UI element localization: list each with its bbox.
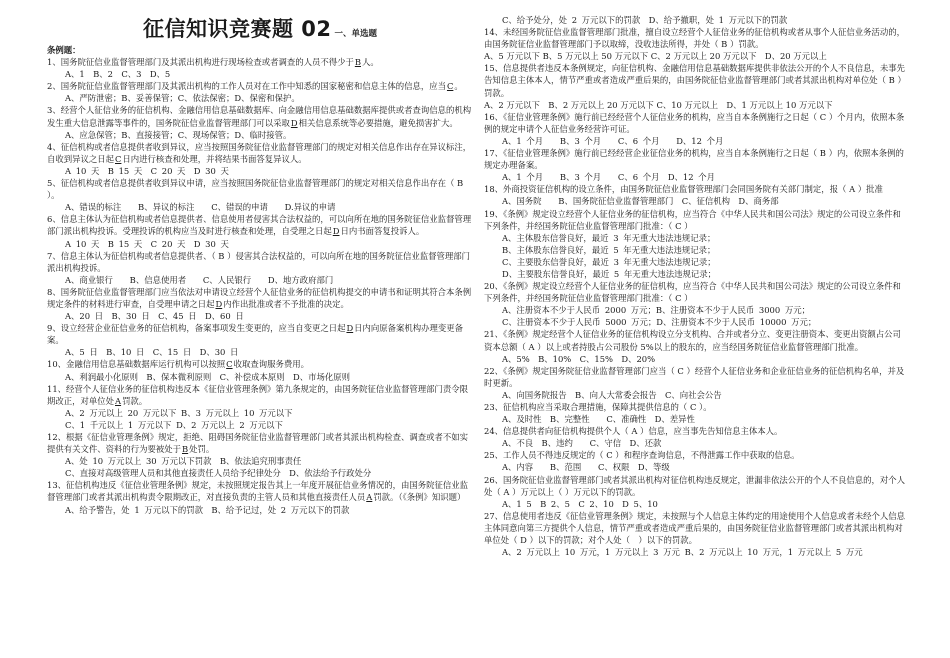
question-text: 20、《条例》规定设立经营个人征信业务的征信机构，应当符合《中华人民共和国公司法》规定的公司设立条件和下列条件，并经国务院征信业监督管理部门批准：（ C ） [484, 281, 901, 304]
answer-options: A、给予警告，处 1 万元以下的罚款 B、给予记过，处 2 万元以下的罚款 [65, 504, 350, 515]
question-text: A、2 万元以下 B、2 万元以上 20 万元以下 C、10 万元以上 D、1 万元以上 10 万元以下 [484, 99, 833, 110]
section-subtitle: 一、单选题 [334, 29, 378, 39]
section-label: 条例题： [47, 45, 81, 55]
answer-options: A、注册资本不少于人民币 2000 万元；B、注册资本不少于人民币 3000 万元； [502, 305, 810, 316]
question-text: 12、根据《征信业管理条例》规定，拒绝、阻碍国务院征信业监督管理部门或者其派出机构检查、调查或者不如实提供有关文件、资料的行为要被处于B处罚。 [47, 432, 469, 455]
underlined-answer: D [346, 323, 354, 334]
question-text: 22、《条例》规定国务院征信业监督管理部门应当（ C ）经营个人征信业务和企业征信业务的征信机构名单，并及时更新。 [484, 365, 905, 388]
answer-options: A、利润最小化原则 B、保本微利原则 C、补偿成本原则 D、市场化原则 [65, 371, 350, 382]
question-text: A、5 万元以下 B、5 万元以上 50 万元以下 C、2 万元以上 20 万元以下 D、20 万元以上 [484, 51, 827, 62]
underlined-answer: D [290, 117, 298, 128]
answer-options: A、1 个月 B、3 个月 C、6 个月 D、12 个月 [502, 172, 715, 183]
answer-options: A、2 万元以上 20 万元以下 B、3 万元以上 10 万元以下 [65, 407, 293, 418]
question-text: 19、《条例》规定设立经营个人征信业务的征信机构，应当符合《中华人民共和国公司法》规定的公司设立条件和下列条件，并经国务院征信业监督管理部门批准：（ C ） [484, 208, 901, 231]
answer-options: A、严防泄密；B、妥善保管；C、依法保密；D、保密和保护。 [65, 93, 300, 104]
underlined-answer: C [115, 153, 122, 164]
question-text: 15、信息提供者违反本条例规定，向征信机构、金融信用信息基础数据库提供非依法公开的个人不良信息，未事先告知信息主体本人，情节严重或者造成严重后果的，由国务院征信业监督管理部门或者其派出机构对单位处（ B ）罚款。 [484, 63, 906, 98]
question-text: 17、《征信业管理条例》施行前已经经营企业征信业务的机构，应当自本条例施行之日起（ B ）内，依照本条例的规定办理备案。 [484, 148, 904, 171]
question-text: 4、征信机构或者信息提供者收到异议，应当按照国务院征信业监督管理部门的规定对相关信息作出存在异议标注，自收到异议之日起C日内进行核查和处理，并将结果书面答复异议人。 [47, 141, 472, 164]
question-text: 5、征信机构或者信息提供者收到异议申请，应当按照国务院征信业监督管理部门的规定对相关信息作出存在（ B ）。 [47, 178, 464, 201]
answer-options: D、主要股东信誉良好，最近 5 年无重大违法违规记录； [502, 268, 716, 279]
answer-options: A 10 天 B 15 天 C 20 天 D 30 天 [65, 238, 229, 249]
question-text: 24、信息提供者向征信机构提供个人（ A ）信息，应当事先告知信息主体本人。 [484, 426, 783, 437]
answer-options: A、处 10 万元以上 30 万元以下罚款 B、依法追究刑事责任 [65, 456, 302, 467]
underlined-answer: A [366, 492, 373, 503]
answer-options: A 10 天 B 15 天 C 20 天 D 30 天 [65, 165, 229, 176]
question-text: 9、设立经营企业征信业务的征信机构，备案事项发生变更的，应当自变更之日起D日内向原备案机构办理变更备案。 [47, 323, 464, 346]
answer-options: A、1 5 B 2、5 C 2、10 D 5、10 [502, 498, 658, 509]
underlined-answer: C [446, 81, 454, 92]
answer-options: A、内容 B、范围 C、权限 D、等级 [502, 462, 670, 473]
answer-options: A、不良 B、违约 C、守信 D、还款 [502, 438, 662, 449]
answer-options: C、1 千元以上 1 万元以下 D、2 万元以上 2 万元以下 [65, 419, 283, 430]
question-text: 23、征信机构应当采取合理措施，保障其提供信息的（ C ）。 [484, 402, 712, 412]
question-text: 16、《征信业管理条例》施行前已经经营个人征信业务的机构，应当自本条例施行之日起（ C ）个月内，依照本条例的规定申请个人征信业务经营许可证。 [484, 111, 905, 134]
right-column [484, 0, 906, 558]
underlined-answer: C [226, 359, 233, 370]
underlined-answer: D [332, 226, 340, 237]
answer-options: A、20 日 B、30 日 C、45 日 D、60 日 [65, 311, 244, 322]
answer-options: A、5% B、10% C、15% D、20% [502, 353, 656, 364]
answer-options: A、主体股东信誉良好，最近 3 年无重大违法违规记录； [502, 232, 716, 243]
question-text: 1、国务院征信业监督管理部门及其派出机构进行现场检查或者调查的人员不得少于B人。 [47, 57, 379, 68]
left-question-list [47, 56, 472, 516]
answer-options: A、2 万元以上 10 万元，1 万元以上 3 万元 B、2 万元以上 10 万元，1 万元以上 5 万元 [502, 547, 863, 558]
answer-options: A、及时性 B、完整性 C、准确性 D、差异性 [502, 414, 695, 425]
question-text: 27、信息使用者违反《征信业管理条例》规定，未按照与个人信息主体约定的用途使用个人信息或者未经个人信息主体同意向第三方提供个人信息，情节严重或者造成严重后果的，由国务院征信业监督管理部门或者其派出机构对单位处（ D ）以下的罚款；对个人处（ ）以下的罚款。 [484, 510, 906, 546]
question-text: 11、经营个人征信业务的征信机构违反本《征信业管理条例》第九条规定的，由国务院征信业监督管理部门责令限期改正，对单位处A罚款。 [47, 383, 469, 406]
answer-options: A、商业银行 B、信息使用者 C、人民银行 D、地方政府部门 [65, 274, 334, 285]
question-text: 26、国务院征信业监督管理部门或者其派出机构对征信机构违反规定，泄漏非依法公开的个人不良信息的，对个人处（ A ）万元以上（ ）万元以下的罚款。 [484, 474, 906, 497]
answer-options: A、国务院 B、国务院征信业监督管理部门 C、征信机构 D、商务部 [502, 196, 779, 207]
question-text: 3、经营个人征信业务的征信机构、金融信用信息基础数据库、向金融信用信息基础数据库提供或者查询信息的机构发生重大信息泄露等事件的，国务院征信业监督管理部门可以采取D相关信息系统等必要措施，避免损害扩大。 [47, 105, 472, 128]
answer-options: C、主要股东信誉良好，最近 3 年无重大违法违规记录； [502, 256, 716, 267]
underlined-answer: B [182, 444, 189, 455]
underlined-answer: A [115, 395, 122, 406]
answer-options: C、直接对高级管理人员和其他直接责任人员给予纪律处分 D、依法给予行政处分 [65, 468, 372, 479]
answer-options: C、注册资本不少于人民币 5000 万元；D、注册资本不少于人民币 10000 万元； [502, 317, 817, 328]
answer-options: A、1 个月 B、3 个月 C、6 个月 D、12 个月 [502, 135, 724, 146]
answer-options: A、5 日 B、10 日 C、15 日 D、30 日 [65, 347, 239, 358]
question-text: 8、国务院征信业监督管理部门应当依法对申请设立经营个人征信业务的征信机构提交的申请书和证明其符合本条例规定条件的材料进行审查，自受理申请之日起D内作出批准或者不予批准的决定。 [47, 286, 472, 309]
question-text: 21、《条例》规定经营个人征信业务的征信机构设立分支机构、合并或者分立、变更注册资本、变更出资额占公司资本总额（ A ）以上或者持股占公司股份 5%以上的股东的，应当经国务院征信业监督管理部门批准。 [484, 329, 901, 352]
answer-options: C、给予处分，处 2 万元以下的罚款 D、给予撤职，处 1 万元以下的罚款 [502, 15, 788, 25]
answer-options: A、向国务院报告 B、向人大常委会报告 C、向社会公告 [502, 389, 722, 400]
question-text: 6、信息主体认为征信机构或者信息提供者、信息使用者侵害其合法权益的，可以向所在地的国务院征信业监督管理部门派出机构投诉。受理投诉的机构应当及时进行核查和处理，自受理之日起D日内书面答复投诉人。 [47, 214, 472, 237]
title-row [143, 14, 472, 44]
question-text: 7、信息主体认为征信机构或者信息提供者、（ B ）侵害其合法权益的，可以向所在地的国务院征信业监督管理部门派出机构投诉。 [47, 250, 470, 273]
answer-options: B、主体股东信誉良好，最近 5 年无重大违法违规记录； [502, 244, 716, 255]
answer-options: A、1 B、2 C、3 D、5 [65, 69, 171, 80]
right-question-list [484, 14, 906, 558]
underlined-answer: B [354, 57, 361, 68]
answer-options: A、应急保管；B、直接接管；C、现场保管；D、临时接管。 [65, 129, 292, 140]
question-text: 13、征信机构违反《征信业管理条例》规定，未按照规定报告其上一年度开展征信业务情况的，由国务院征信业监督管理部门或者其派出机构责令限期改正，对直接负责的主管人员和其他直接责任人员A罚款。（《条例》知识题） [47, 480, 469, 503]
underlined-answer: D [215, 298, 223, 309]
question-text: 18、外商投资征信机构的设立条件，由国务院征信业监督管理部门会同国务院有关部门制定，报（ A ）批准 [484, 184, 883, 195]
answer-options: A、错误的标注 B、异议的标注 C、错误的申请 D.异议的申请 [65, 202, 336, 213]
question-text: 25、工作人员不得违反规定的（ C ）和程序查询信息，不得泄露工作中获取的信息。 [484, 450, 800, 461]
question-text: 10、金融信用信息基础数据库运行机构可以按照C收取查询服务费用。 [47, 359, 309, 370]
question-text: 2、国务院征信业监督管理部门及其派出机构的工作人员对在工作中知悉的国家秘密和信息主体的信息，应当C。 [47, 81, 463, 92]
question-text: 14、未经国务院征信业监督管理部门批准，擅自设立经营个人征信业务的征信机构或者从事个人征信业务活动的，由国务院征信业监督管理部门予以取缔，没收违法所得，并处（ B ）罚款。 [484, 27, 906, 50]
left-column [47, 0, 472, 516]
page-title: 征信知识竞赛题 02 [143, 17, 332, 41]
